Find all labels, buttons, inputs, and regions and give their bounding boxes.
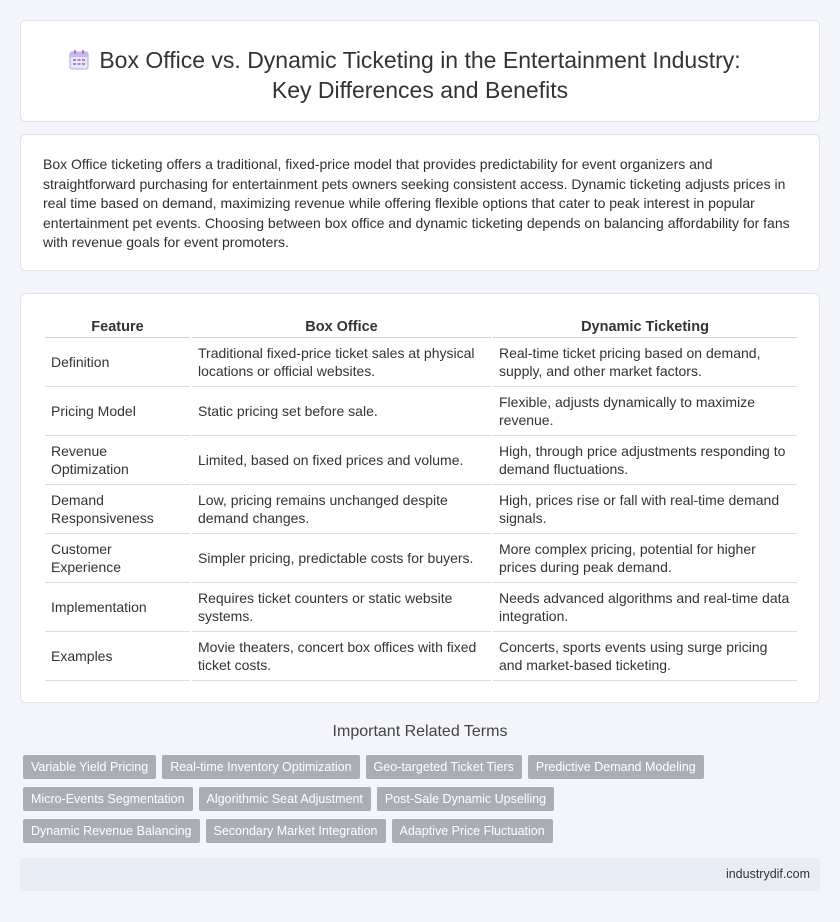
- related-term-tag[interactable]: Adaptive Price Fluctuation: [392, 819, 553, 843]
- comparison-table: [43, 314, 799, 681]
- footer-site-link[interactable]: industrydif.com: [725, 867, 810, 881]
- page-title: [21, 45, 819, 105]
- header-card: [20, 20, 820, 122]
- feature-cell: Revenue Optimization: [45, 436, 190, 485]
- dynamic-cell: Flexible, adjusts dynamically to maximize revenue.: [493, 387, 797, 436]
- feature-cell: Examples: [45, 632, 190, 681]
- table-row: [45, 534, 797, 583]
- box-office-cell: Movie theaters, concert box offices with fixed ticket costs.: [192, 632, 491, 681]
- table-header-row: [45, 314, 797, 338]
- dynamic-cell: More complex pricing, potential for higher prices during peak demand.: [493, 534, 797, 583]
- box-office-cell: Low, pricing remains unchanged despite demand changes.: [192, 485, 491, 534]
- related-term-tag[interactable]: Real-time Inventory Optimization: [162, 755, 359, 779]
- dynamic-cell: Concerts, sports events using surge pricing and market-based ticketing.: [493, 632, 797, 681]
- box-office-cell: Traditional fixed-price ticket sales at physical locations or official websites.: [192, 338, 491, 387]
- dynamic-cell: High, through price adjustments responding to demand fluctuations.: [493, 436, 797, 485]
- page-title-line1: Box Office vs. Dynamic Ticketing in the Entertainment Industry:: [99, 47, 741, 73]
- related-term-tag[interactable]: Geo-targeted Ticket Tiers: [366, 755, 522, 779]
- related-term-tag[interactable]: Micro-Events Segmentation: [23, 787, 193, 811]
- header-dynamic-ticketing: Dynamic Ticketing: [493, 314, 797, 338]
- header-feature: Feature: [45, 314, 190, 338]
- box-office-cell: Simpler pricing, predictable costs for buyers.: [192, 534, 491, 583]
- dynamic-cell: Needs advanced algorithms and real-time data integration.: [493, 583, 797, 632]
- footer: [20, 858, 820, 891]
- table-row: [45, 583, 797, 632]
- table-row: [45, 436, 797, 485]
- page-title-line2: Key Differences and Benefits: [271, 77, 569, 103]
- feature-cell: Customer Experience: [45, 534, 190, 583]
- feature-cell: Demand Responsiveness: [45, 485, 190, 534]
- related-term-tag[interactable]: Dynamic Revenue Balancing: [23, 819, 200, 843]
- table-row: [45, 485, 797, 534]
- related-term-tag[interactable]: Post-Sale Dynamic Upselling: [377, 787, 554, 811]
- header-box-office: Box Office: [192, 314, 491, 338]
- related-terms-tags: [23, 755, 723, 843]
- feature-cell: Implementation: [45, 583, 190, 632]
- dynamic-cell: Real-time ticket pricing based on demand, supply, and other market factors.: [493, 338, 797, 387]
- comparison-card: [20, 293, 820, 703]
- related-term-tag[interactable]: Secondary Market Integration: [206, 819, 386, 843]
- box-office-cell: Requires ticket counters or static website systems.: [192, 583, 491, 632]
- table-row: [45, 632, 797, 681]
- intro-paragraph: Box Office ticketing offers a traditional, fixed-price model that provides predictability for event organizers and straightforward purchasing for entertainment pets owners seeking consistent access. Dynamic ticketing adjusts prices in real time based on demand, maximizing revenue while offering flexible options that cater to peak interest in popular entertainment pet events. Choosing between box office and dynamic ticketing depends on balancing affordability for fans with revenue goals for event promoters.: [43, 156, 790, 250]
- related-term-tag[interactable]: Predictive Demand Modeling: [528, 755, 704, 779]
- related-term-tag[interactable]: Variable Yield Pricing: [23, 755, 156, 779]
- related-term-tag[interactable]: Algorithmic Seat Adjustment: [199, 787, 371, 811]
- box-office-cell: Static pricing set before sale.: [192, 387, 491, 436]
- related-terms-title: Important Related Terms: [332, 723, 508, 740]
- feature-cell: Definition: [45, 338, 190, 387]
- table-row: [45, 387, 797, 436]
- dynamic-cell: High, prices rise or fall with real-time demand signals.: [493, 485, 797, 534]
- intro-card: [20, 134, 820, 271]
- feature-cell: Pricing Model: [45, 387, 190, 436]
- table-row: [45, 338, 797, 387]
- box-office-cell: Limited, based on fixed prices and volume.: [192, 436, 491, 485]
